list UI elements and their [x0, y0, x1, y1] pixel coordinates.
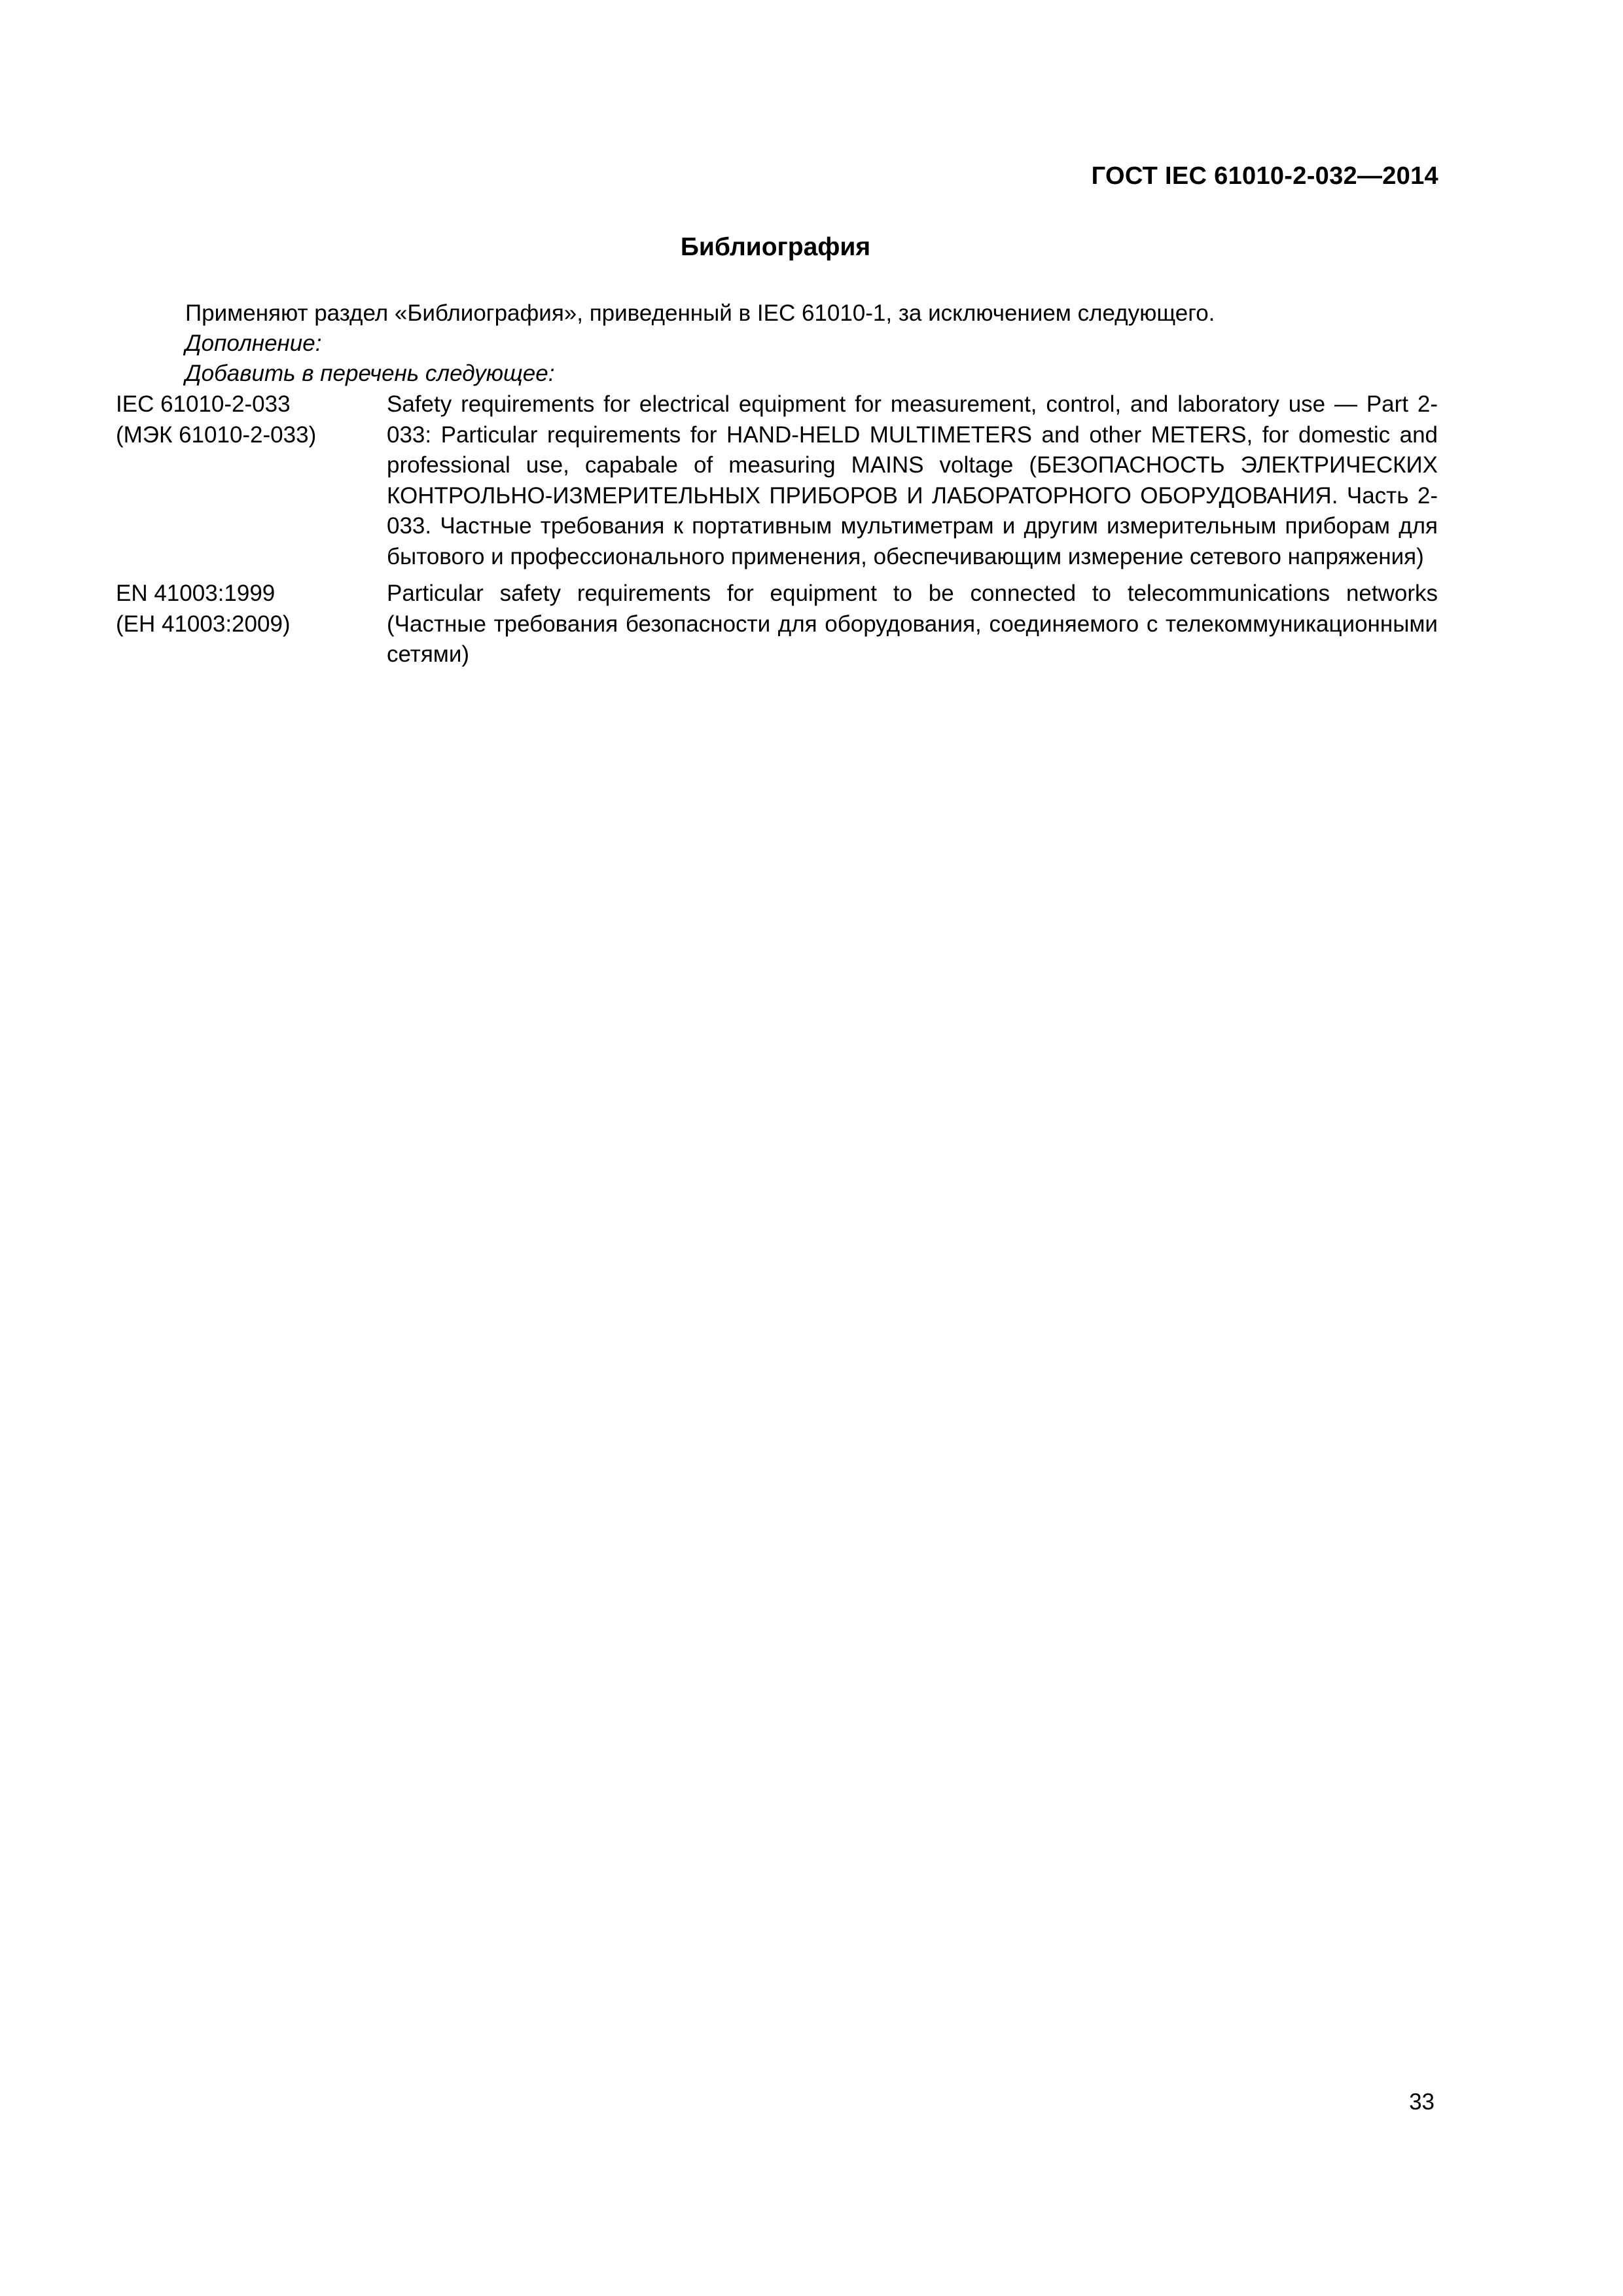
- entry-description: Particular safety requirements for equipment to be connected to telecommunications networks (Частные требования безопасности для оборудования, соединяемого с телекоммуникационными сетями): [387, 581, 1438, 667]
- entry-reference: [116, 389, 387, 572]
- bibliography-entry: [116, 579, 1438, 670]
- entry-ref-code: IEC 61010-2-033: [116, 391, 291, 417]
- entry-description: Safety requirements for electrical equipment for measurement, control, and laboratory use — Part 2-033: Particular requirements for HAND-HELD MULTIMETERS and other METERS, for domestic and professional use, capabale of measuring MAINS voltage (БЕЗОПАСНОСТЬ ЭЛЕКТРИЧЕСКИХ КОНТРОЛЬНО-ИЗМЕРИТЕЛЬНЫХ ПРИБОРОВ И ЛАБОРАТОРНОГО ОБОРУДОВАНИЯ. Часть 2-033. Частные требования к портативным мультиметрам и другим измерительным приборам для бытового и профессионального применения, обеспечивающим измерение сетевого напряжения): [387, 391, 1438, 569]
- page-number: 33: [1409, 2089, 1435, 2115]
- intro-add-instruction: Добавить в перечень следующее:: [185, 361, 555, 386]
- section-title: Библиография: [680, 233, 871, 261]
- intro-line: Применяют раздел «Библиография», приведенный в IEC 61010-1, за исключением следующего.: [185, 300, 1215, 326]
- entry-ref-code: EN 41003:1999: [116, 581, 276, 606]
- entry-ref-code-ru: (ЕН 41003:2009): [116, 611, 291, 637]
- entry-ref-code-ru: (МЭК 61010-2-033): [116, 422, 317, 448]
- intro-addition-label: Дополнение:: [185, 331, 322, 356]
- entry-reference: [116, 579, 387, 670]
- bibliography-entry: [116, 389, 1438, 572]
- intro-block: [185, 298, 1215, 389]
- document-code: ГОСТ IEC 61010-2-032—2014: [1091, 162, 1438, 190]
- bibliography-list: [116, 389, 1438, 677]
